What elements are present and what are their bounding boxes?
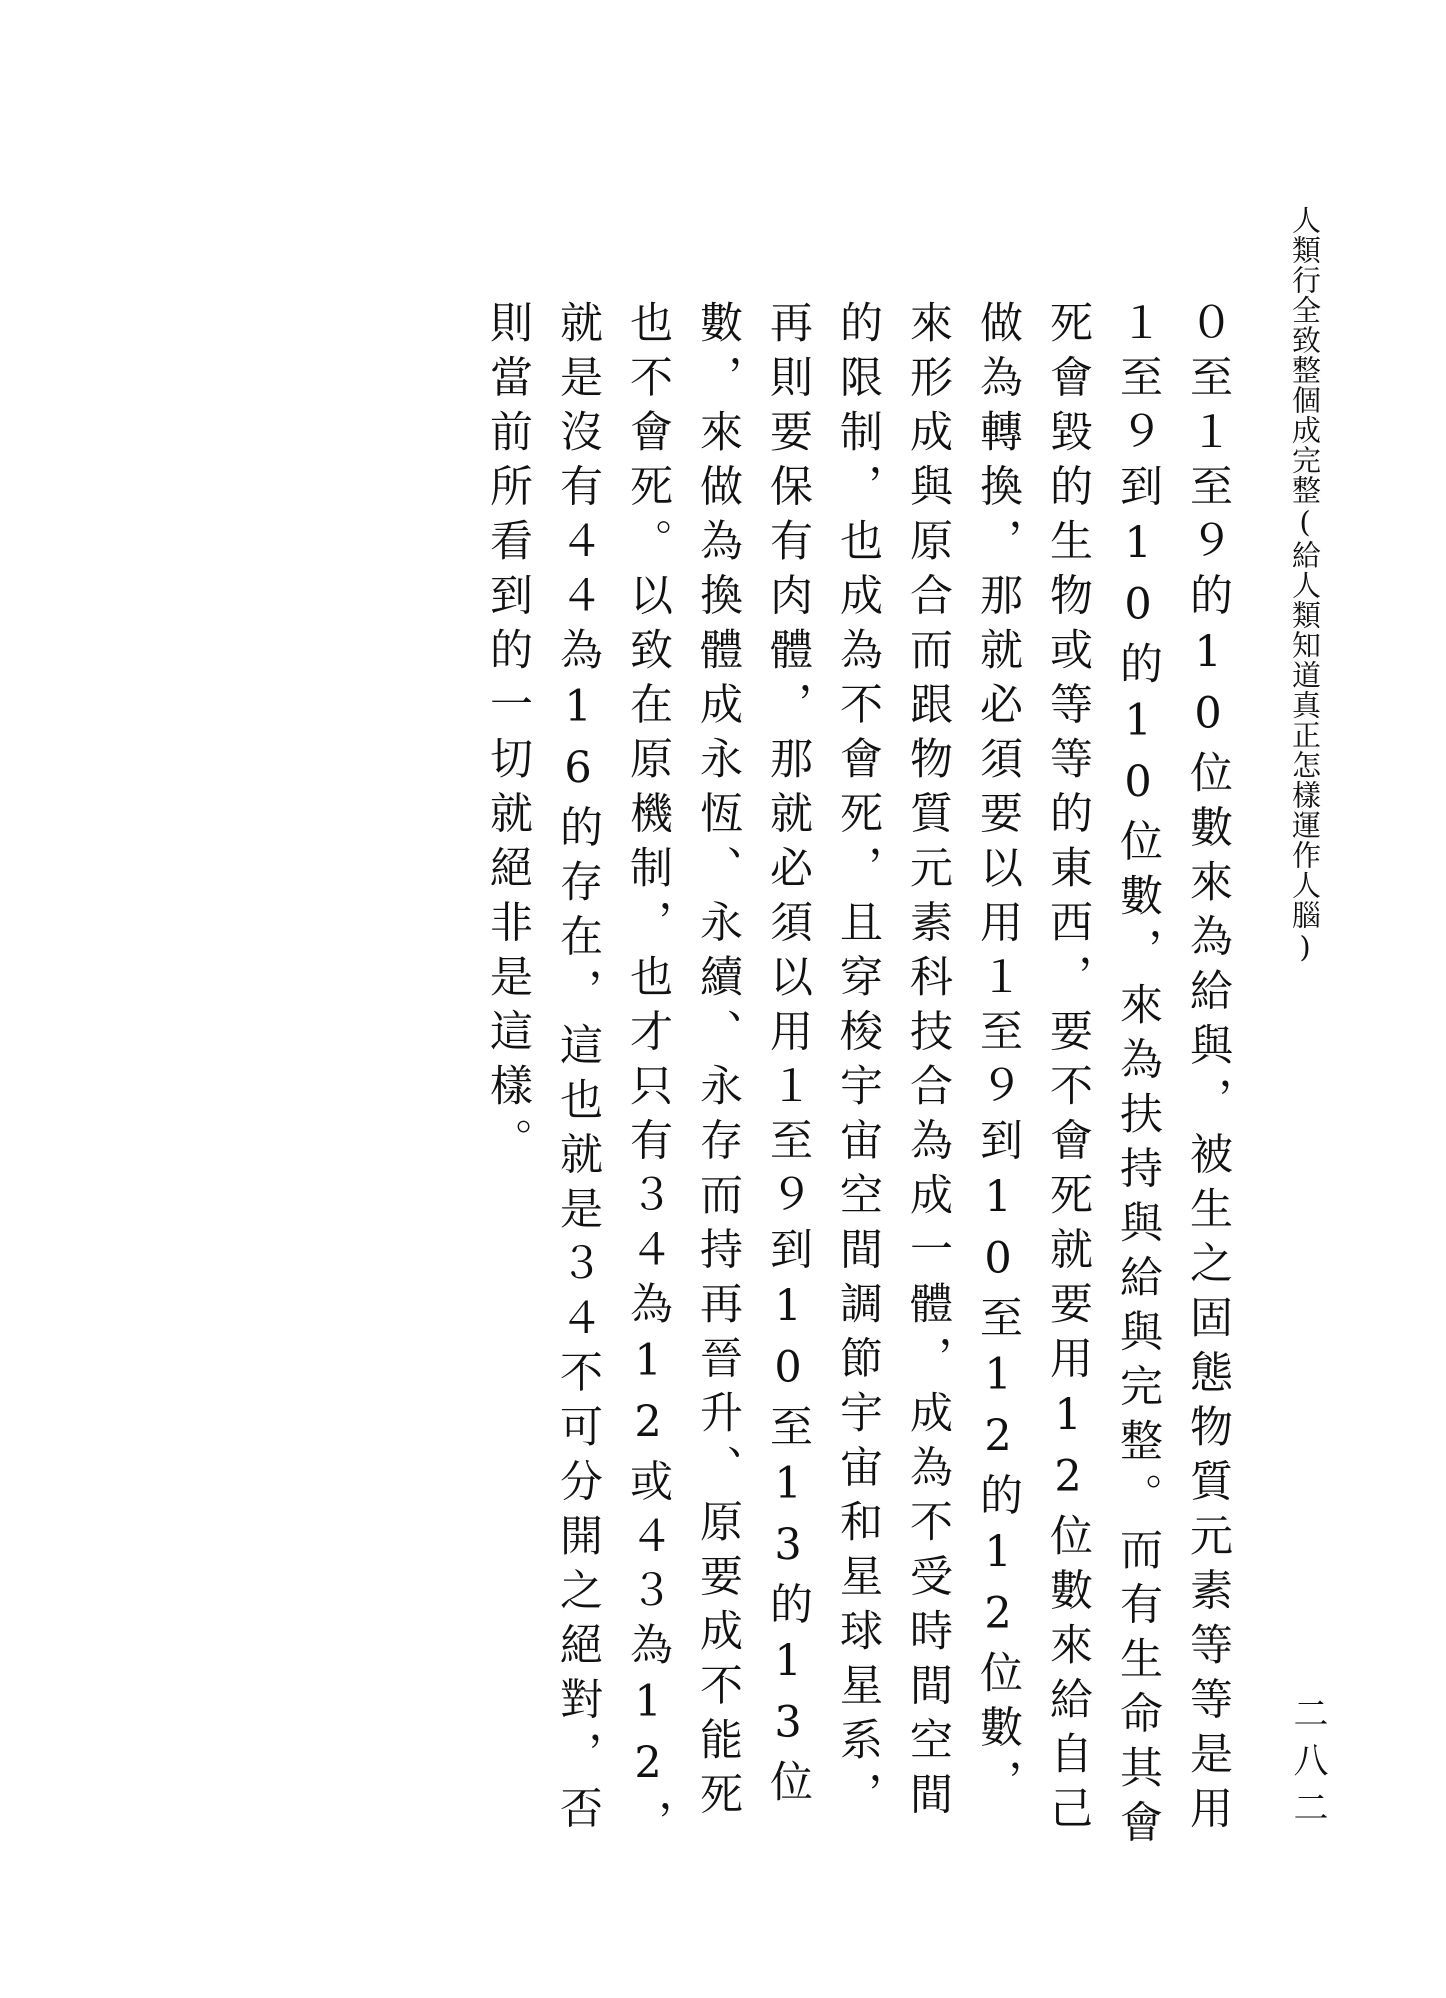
paragraph: ０至１至９的10位數來為給與，被生之固態物質元素等等是用１至９到10的10位數，來為扶持與給與完整。而有生命其會死會毀的生物或等等的東西，要不會死就要用12位數來給自己做為轉換，那就必須要以用１至９到10至12的12位數，來形成與原合而跟物質元素科技合為成一體，成為不受時間空間的限制，也成為不會死，且穿梭宇宙空間調節宇宙和星球星系，再則要保有肉體，那就必須以用１至９到10至13的13位數，來做為換體成永恆、永續、永存而持再晉升、原要成不能死也不會死。以致在原機制，也才只有３４為12或４３為12，就是沒有４４為16的存在，這也就是３４不可分開之絕對，否則當前所看到的一切就絕非是這樣。 — [483, 300, 1233, 1854]
running-header: 人類行全致整個成完整(給人類知道真正怎樣運作人腦) — [1288, 205, 1322, 965]
page-number: 二八二 — [1288, 1695, 1328, 1836]
body-text — [473, 300, 1243, 1860]
